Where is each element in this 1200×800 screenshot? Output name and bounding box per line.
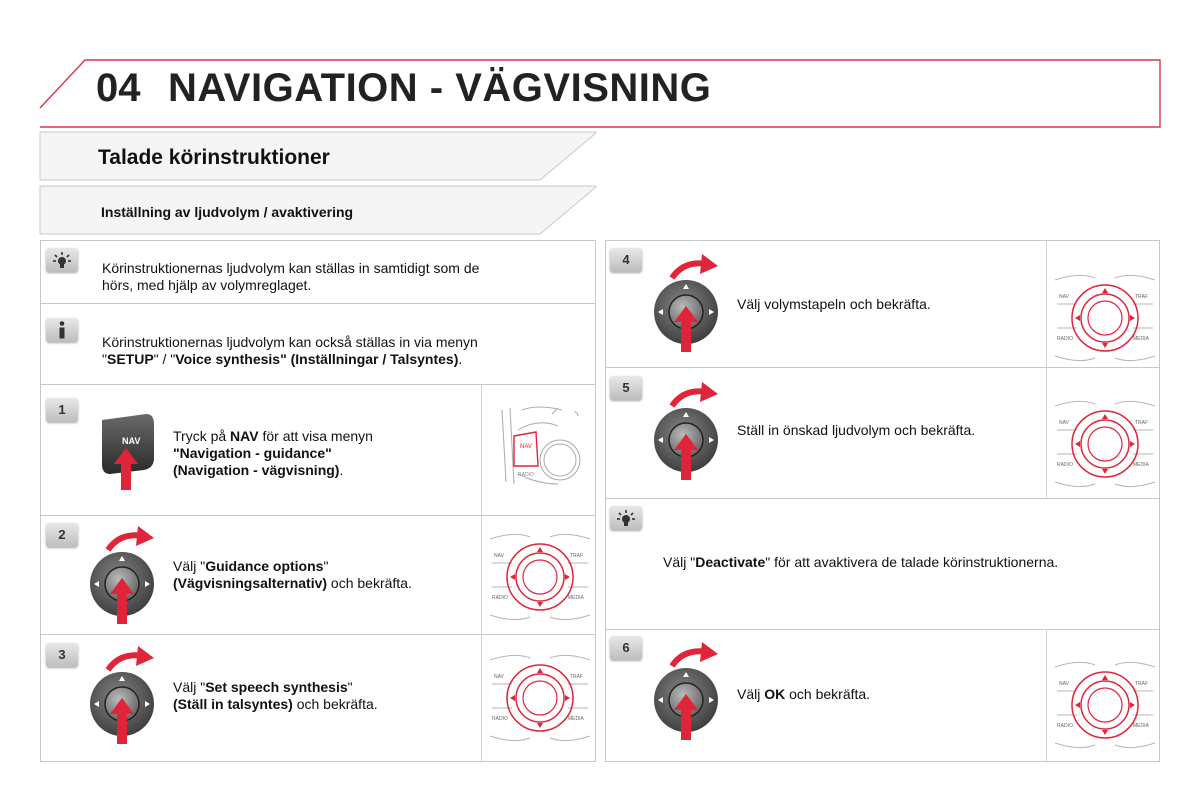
- quote: ": [173, 445, 180, 461]
- row-divider: [606, 629, 1159, 630]
- svg-text:RADIO: RADIO: [492, 595, 508, 601]
- quote: ": [280, 351, 287, 367]
- nav-button-illustration: [96, 410, 158, 492]
- control-dial-illustration: [484, 527, 596, 627]
- text: och bekräfta.: [785, 686, 871, 702]
- control-dial-illustration: [1049, 655, 1161, 755]
- info1-line1: Körinstruktionernas ljudvolym kan också ställas in via menyn: [102, 334, 478, 350]
- chapter-title: NAVIGATION - VÄGVISNING: [168, 66, 712, 110]
- step5-text: Ställ in önskad ljudvolym och bekräfta.: [737, 422, 976, 438]
- swedish-translation: (Ställ in talsyntes): [173, 696, 293, 712]
- control-dial-illustration: [484, 648, 596, 748]
- svg-text:TRAF: TRAF: [1135, 420, 1149, 426]
- tip1-line1: Körinstruktionernas ljudvolym kan ställas in samtidigt som de: [102, 260, 480, 276]
- svg-text:RADIO: RADIO: [1057, 723, 1073, 729]
- column-divider: [481, 384, 482, 763]
- quote: ": [325, 445, 332, 461]
- text: och bekräfta.: [327, 575, 412, 591]
- info1-line2: [102, 351, 462, 368]
- svg-text:NAV: NAV: [1059, 681, 1069, 687]
- nav-key-label: NAV: [230, 428, 259, 444]
- row-divider: [606, 498, 1159, 499]
- step2-line2: [173, 575, 412, 592]
- svg-text:TRAF: TRAF: [1135, 294, 1149, 300]
- voice-synthesis-label: Voice synthesis: [175, 351, 281, 367]
- period: .: [339, 462, 344, 478]
- tip-icon: [610, 506, 642, 530]
- option-name: Set speech synthesis: [205, 679, 348, 695]
- console-radio-label: RADIO: [518, 472, 534, 478]
- svg-text:MEDIA: MEDIA: [1133, 336, 1149, 342]
- svg-text:NAV: NAV: [1059, 420, 1069, 426]
- row-divider: [41, 515, 595, 516]
- quote: ": [102, 351, 107, 367]
- step1-line2: [173, 445, 332, 462]
- svg-text:RADIO: RADIO: [1057, 462, 1073, 468]
- rotary-knob-press-illustration: [650, 254, 726, 359]
- step-badge-1: 1: [46, 398, 78, 422]
- svg-text:NAV: NAV: [494, 553, 504, 559]
- svg-text:RADIO: RADIO: [492, 716, 508, 722]
- step2-line1: [173, 558, 328, 575]
- rotary-knob-press-illustration: [86, 526, 162, 631]
- setup-menu-label: SETUP: [106, 351, 154, 367]
- option-name: Guidance options: [205, 558, 324, 574]
- svg-text:RADIO: RADIO: [1057, 336, 1073, 342]
- menu-name: Navigation - guidance: [179, 445, 326, 461]
- step-badge-4: 4: [610, 248, 642, 272]
- ok-label: OK: [764, 686, 786, 702]
- svg-text:MEDIA: MEDIA: [1133, 723, 1149, 729]
- svg-text:MEDIA: MEDIA: [568, 716, 584, 722]
- step3-line1: [173, 679, 353, 696]
- svg-text:NAV: NAV: [494, 674, 504, 680]
- text: för att visa menyn: [258, 428, 373, 444]
- section-title: Talade körinstruktioner: [98, 146, 330, 169]
- nav-button-label: NAV: [122, 436, 141, 446]
- step-badge-6: 6: [610, 636, 642, 660]
- text: Välj ": [663, 554, 696, 570]
- swedish-translation: (Vägvisningsalternativ): [173, 575, 328, 591]
- text: Välj ": [173, 558, 206, 574]
- deactivate-label: Deactivate: [695, 554, 766, 570]
- text: " för att avaktivera de talade körinstruktionerna.: [765, 554, 1059, 570]
- svg-text:TRAF: TRAF: [1135, 681, 1149, 687]
- step1-line3: [173, 462, 343, 479]
- control-dial-illustration: [1049, 394, 1161, 494]
- tip1-line2: hörs, med hjälp av volymreglaget.: [102, 277, 312, 293]
- console-nav-illustration: [492, 404, 588, 488]
- text: Välj: [737, 686, 765, 702]
- subsection-title: Inställning av ljudvolym / avaktivering: [101, 204, 354, 220]
- console-nav-label: NAV: [520, 444, 532, 450]
- row-divider: [41, 384, 595, 385]
- svg-text:MEDIA: MEDIA: [568, 595, 584, 601]
- row-divider: [41, 634, 595, 635]
- quote: ": [323, 558, 329, 574]
- control-dial-illustration: [1049, 268, 1161, 368]
- svg-text:TRAF: TRAF: [570, 674, 584, 680]
- section-bands: [0, 128, 600, 240]
- rotary-knob-press-illustration: [650, 382, 726, 487]
- row-divider: [41, 303, 595, 304]
- swedish-translation: (Inställningar / Talsyntes): [286, 351, 459, 367]
- step4-text: Välj volymstapeln och bekräfta.: [737, 296, 931, 312]
- chapter-number: 04: [96, 66, 141, 110]
- text: Tryck på: [173, 428, 231, 444]
- info-icon: [46, 318, 78, 342]
- svg-text:MEDIA: MEDIA: [1133, 462, 1149, 468]
- column-divider: [1046, 629, 1047, 763]
- column-divider: [1046, 241, 1047, 498]
- step3-line2: [173, 696, 378, 713]
- step-badge-3: 3: [46, 643, 78, 667]
- text: Välj ": [173, 679, 206, 695]
- separator: " / ": [153, 351, 176, 367]
- rotary-knob-press-illustration: [86, 646, 162, 751]
- step1-line1: [173, 428, 373, 445]
- svg-text:NAV: NAV: [1059, 294, 1069, 300]
- svg-text:TRAF: TRAF: [570, 553, 584, 559]
- swedish-translation: (Navigation - vägvisning): [173, 462, 340, 478]
- step-badge-2: 2: [46, 523, 78, 547]
- step-badge-5: 5: [610, 376, 642, 400]
- step6-text: [737, 686, 870, 703]
- text: och bekräfta.: [292, 696, 378, 712]
- quote: ": [347, 679, 353, 695]
- rotary-knob-press-illustration: [650, 642, 726, 747]
- tip-icon: [46, 248, 78, 272]
- tip2-text: [663, 554, 1058, 571]
- period: .: [458, 351, 463, 367]
